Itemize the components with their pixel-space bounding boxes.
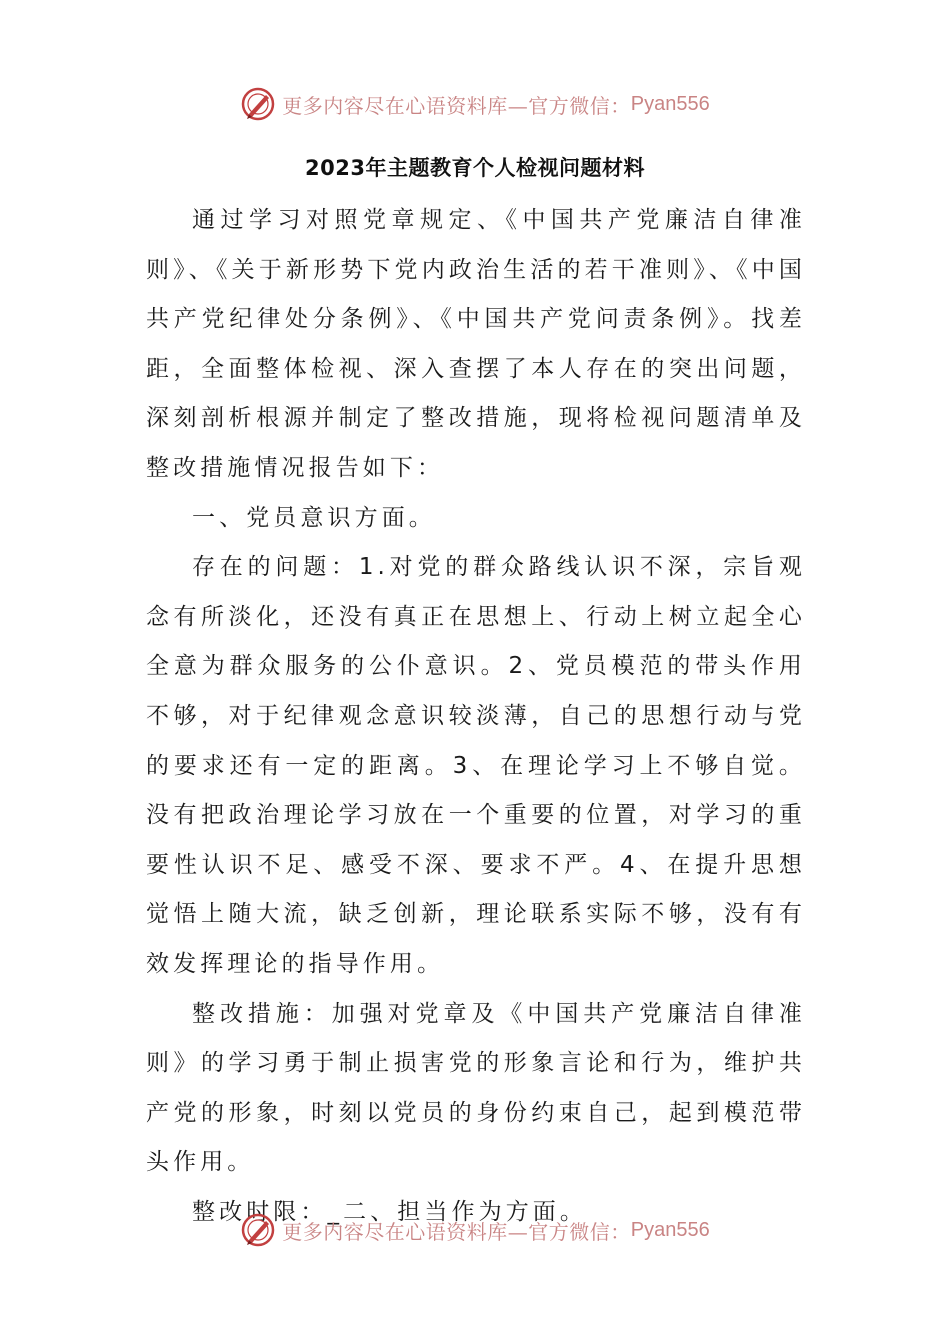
paragraph-deadline: 整改时限：_二、担当作为方面。 bbox=[192, 1198, 587, 1225]
watermark-wechat-id: Pyan556 bbox=[630, 1218, 710, 1241]
document-body bbox=[146, 196, 806, 1237]
paragraph-measures: 整改措施：加强对党章及《中国共产党廉洁自律准则》的学习勇于制止损害党的形象言论和行为，维护共产党的形象，时刻以党员的身份约束自己，起到模范带头作用。 bbox=[146, 1000, 806, 1176]
watermark-wechat-id: Pyan556 bbox=[630, 92, 710, 115]
section-heading: 一、党员意识方面。 bbox=[192, 504, 436, 531]
document-title: 2023年主题教育个人检视问题材料 bbox=[305, 156, 645, 180]
footer-watermark bbox=[0, 1210, 950, 1250]
watermark-text: 更多内容尽在心语资料库—官方微信： bbox=[282, 93, 631, 118]
watermark-text: 更多内容尽在心语资料库—官方微信： bbox=[282, 1219, 631, 1244]
pen-logo-icon bbox=[240, 86, 276, 122]
paragraph-problems: 存在的问题：1.对党的群众路线认识不深，宗旨观念有所淡化，还没有真正在思想上、行动上树立起全心全意为群众服务的公仆意识。2、党员模范的带头作用不够，对于纪律观念意识较淡薄，自己的思想行动与党的要求还有一定的距离。3、在理论学习上不够自觉。没有把政治理论学习放在一个重要的位置，对学习的重要性认识不足、感受不深、要求不严。4、在提升思想觉悟上随大流，缺乏创新，理论联系实际不够，没有有效发挥理论的指导作用。 bbox=[146, 554, 806, 977]
pen-logo-icon bbox=[240, 1212, 276, 1248]
header-watermark bbox=[0, 84, 950, 124]
paragraph-intro: 通过学习对照党章规定、《中国共产党廉洁自律准则》、《关于新形势下党内政治生活的若干准则》、《中国共产党纪律处分条例》、《中国共产党问责条例》。找差距，全面整体检视、深入查摆了本人存在的突出问题，深刻剖析根源并制定了整改措施，现将检视问题清单及整改措施情况报告如下： bbox=[146, 207, 806, 481]
